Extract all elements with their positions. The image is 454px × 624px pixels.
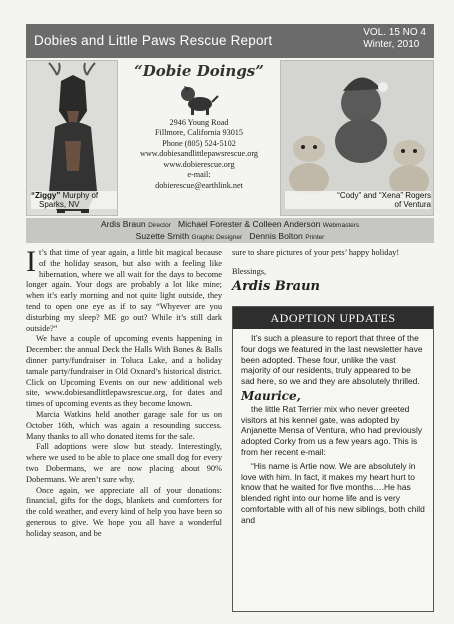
cody-xena-photo bbox=[280, 60, 434, 216]
adopter-quote: “His name is Artie now. We are absolutely in love with him. In fact, it makes my heart hurt to know that he waited for five months….He has blended right into our home life and is very comfortable with all of his new siblings, both child and bbox=[241, 460, 425, 525]
letter-continuation bbox=[232, 248, 434, 292]
article-paragraph-5: Once again, we appreciate all of your donations: financial, gifts for the dogs, blankets and comforters for the cold weather, and every kind of help you have been so generous to give. We hope you all have a wonderful holiday season, and be bbox=[26, 485, 222, 538]
masthead-banner bbox=[26, 24, 434, 58]
article-paragraph-1: It’s that time of year again, a little bit magical because of the holiday season, but also with a feeling like hibernation, where we all wait for the days to become longer again. Your dogs are probably a lot like mine; when it’s early morning and not quite light outside, they tend to open one eye as if to say “Whyever are you disturbing my sleep? ME go out? While it’s still dark outside?” bbox=[26, 245, 222, 333]
issue-season: Winter, 2010 bbox=[363, 39, 420, 50]
maurice-story: the little Rat Terrier mix who never greeted visitors at his kennel gate, was adopted by Anjanette Mensa of Ventura, who had previously adopted Corky from us a few years ago. This is from her recent e-mail: bbox=[241, 403, 423, 457]
staff-role-webmasters: Webmasters bbox=[322, 222, 360, 229]
issue-info bbox=[363, 27, 426, 51]
ziggy-caption bbox=[31, 191, 117, 209]
email-address[interactable]: dobierescue@earthlink.net bbox=[155, 180, 243, 190]
staff-credits bbox=[26, 218, 434, 243]
website-link-2[interactable]: www.dobierescue.org bbox=[163, 159, 235, 169]
ziggy-photo bbox=[26, 60, 118, 216]
phone-number: Phone (805) 524-5102 bbox=[162, 138, 236, 148]
staff-name-printer: Dennis Bolton bbox=[249, 231, 303, 241]
volume-number: VOL. 15 NO 4 bbox=[363, 27, 426, 38]
website-link-1[interactable]: www.dobiesandlittlepawsrescue.org bbox=[139, 149, 258, 158]
article-paragraph-3: Marcia Watkins held another garage sale for us on October 16th, which was again a resounding success. Many thanks to all who donated items for the sale. bbox=[26, 409, 222, 441]
adoption-intro: It’s such a pleasure to report that three of the four dogs we featured in the last newsletter have been adopted. These four, unlike the vast majority of our residents, truly appeared to be sad here, so we and they are absolutely thrilled. bbox=[241, 333, 423, 387]
cody-xena-caption bbox=[285, 191, 431, 209]
adoption-body bbox=[233, 329, 433, 526]
dobie-doings-logo: “Dobie Doings” bbox=[134, 62, 264, 80]
staff-role-designer: Graphic Designer bbox=[191, 234, 243, 241]
photo-row bbox=[26, 60, 434, 216]
address-line-2: Fillmore, California 93015 bbox=[154, 128, 243, 137]
ziggy-name: “Ziggy” bbox=[31, 191, 61, 200]
ziggy-owner: Murphy of bbox=[60, 191, 99, 200]
drop-cap: I bbox=[26, 245, 36, 278]
dog-name-heading: Maurice, bbox=[241, 388, 301, 403]
cody-xena-caption-line1: “Cody” and “Xena” Rogers bbox=[337, 191, 431, 200]
address-line-1: 2946 Young Road bbox=[169, 117, 229, 127]
adoption-updates-box bbox=[232, 306, 434, 612]
staff-name-webmasters: Michael Forester & Colleen Anderson bbox=[178, 219, 321, 229]
staff-role-printer: Printer bbox=[305, 234, 325, 241]
article-paragraph-2: We have a couple of upcoming events happening in December: the annual Deck the Halls With Bones & Balls dinner party/fundraiser in Toluca Lake, and a holiday tamale party/fundraiser in Old Oxnard’s historical district. Click on Upcoming Events on our new additional web site, www.dobiesandlittlepawsrescue.org, for dates and times of upcoming events as they become known. bbox=[26, 334, 222, 409]
contact-block bbox=[122, 60, 276, 216]
ziggy-location: Sparks, NV bbox=[39, 200, 80, 209]
staff-name-designer: Suzette Smith bbox=[135, 231, 190, 241]
email-label: e-mail: bbox=[187, 170, 211, 179]
staff-role-director: Director bbox=[148, 222, 171, 229]
article-paragraph-4: Fall adoptions were slow but steady. Interestingly, where we used to be able to place one small dog for every two Dobermans, we are now placing about 90% Dobermans. We aren’t sure why. bbox=[26, 442, 222, 484]
newsletter-title: Dobies and Little Paws Rescue Report bbox=[34, 33, 273, 48]
cody-xena-caption-line2: of Ventura bbox=[394, 200, 431, 209]
cartoon-dog-icon bbox=[178, 80, 220, 116]
director-letter bbox=[26, 245, 222, 540]
article-continuation: sure to share pictures of your pets’ happy holiday! bbox=[232, 248, 400, 257]
adoption-heading: ADOPTION UPDATES bbox=[233, 307, 433, 329]
closing-salutation: Blessings, bbox=[232, 266, 267, 276]
staff-name-director: Ardis Braun bbox=[100, 219, 146, 229]
signature: Ardis Braun bbox=[232, 278, 320, 294]
